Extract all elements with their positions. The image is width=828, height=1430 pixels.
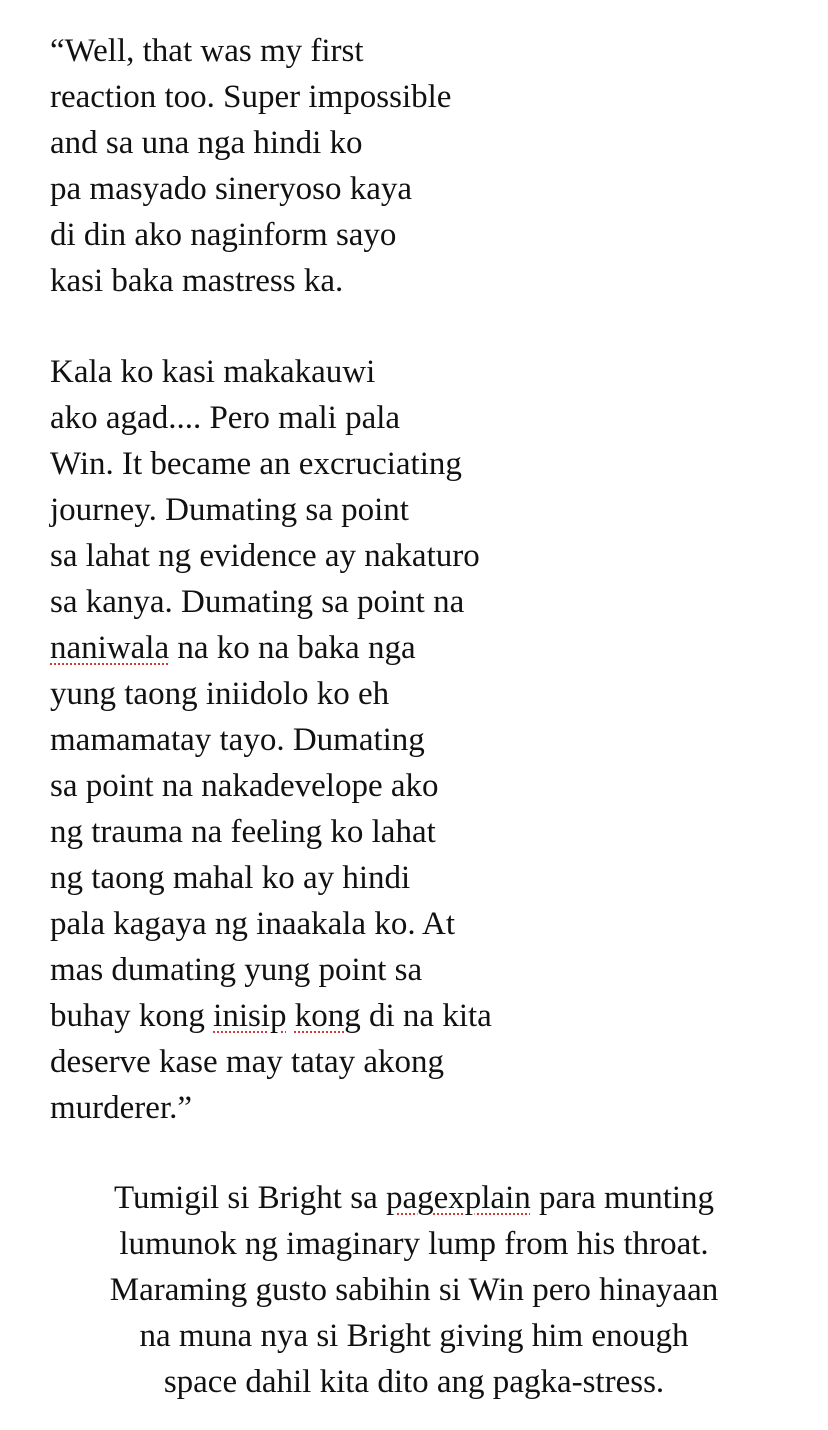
text-line: [50, 625, 790, 671]
text-fragment: buhay kong: [50, 998, 214, 1034]
text-line: ng taong mahal ko ay hindi: [50, 860, 411, 896]
text-line: pa masyado sineryoso kaya: [50, 171, 412, 207]
text-fragment: [287, 998, 295, 1034]
text-line: murderer.”: [50, 1090, 193, 1126]
text-line: Win. It became an excruciating: [50, 446, 462, 482]
paragraph-narration: [0, 1175, 828, 1405]
text-line: pala kagaya ng inaakala ko. At: [50, 906, 456, 942]
text-line: mas dumating yung point sa: [50, 952, 423, 988]
text-line: [50, 993, 790, 1039]
text-line: na muna nya si Bright giving him enough: [139, 1318, 689, 1354]
text-fragment: Tumigil si Bright sa: [113, 1180, 386, 1216]
paragraph-dialogue-continued: [50, 349, 790, 1131]
paragraph-dialogue-opening: [50, 28, 790, 304]
text-line: journey. Dumating sa point: [50, 492, 409, 528]
misspelled-word[interactable]: inisip: [213, 998, 287, 1034]
text-line: yung taong iniidolo ko eh: [50, 676, 390, 712]
text-line: reaction too. Super impossible: [50, 79, 452, 115]
text-line: Kala ko kasi makakauwi: [50, 354, 376, 390]
text-fragment: di na kita: [360, 998, 492, 1034]
text-line: ng trauma na feeling ko lahat: [50, 814, 436, 850]
text-line: lumunok ng imaginary lump from his throat.: [119, 1226, 709, 1262]
text-line: sa kanya. Dumating sa point na: [50, 584, 465, 620]
text-line: space dahil kita dito ang pagka-stress.: [163, 1364, 665, 1400]
misspelled-word[interactable]: pagexplain: [385, 1180, 531, 1216]
text-line: [0, 1175, 828, 1221]
misspelled-word[interactable]: naniwala: [50, 630, 170, 666]
text-fragment: na ko na baka nga: [169, 630, 416, 666]
text-line: sa point na nakadevelope ako: [50, 768, 439, 804]
text-line: mamamatay tayo. Dumating: [50, 722, 425, 758]
misspelled-word[interactable]: kong: [294, 998, 361, 1034]
text-fragment: para munting: [530, 1180, 715, 1216]
text-line: Maraming gusto sabihin si Win pero hinayaan: [109, 1272, 719, 1308]
text-line: and sa una nga hindi ko: [50, 125, 363, 161]
text-line: kasi baka mastress ka.: [50, 263, 344, 299]
text-line: sa lahat ng evidence ay nakaturo: [50, 538, 480, 574]
text-line: “Well, that was my first: [50, 33, 364, 69]
text-line: di din ako naginform sayo: [50, 217, 397, 253]
text-line: deserve kase may tatay akong: [50, 1044, 445, 1080]
text-line: ako agad.... Pero mali pala: [50, 400, 401, 436]
